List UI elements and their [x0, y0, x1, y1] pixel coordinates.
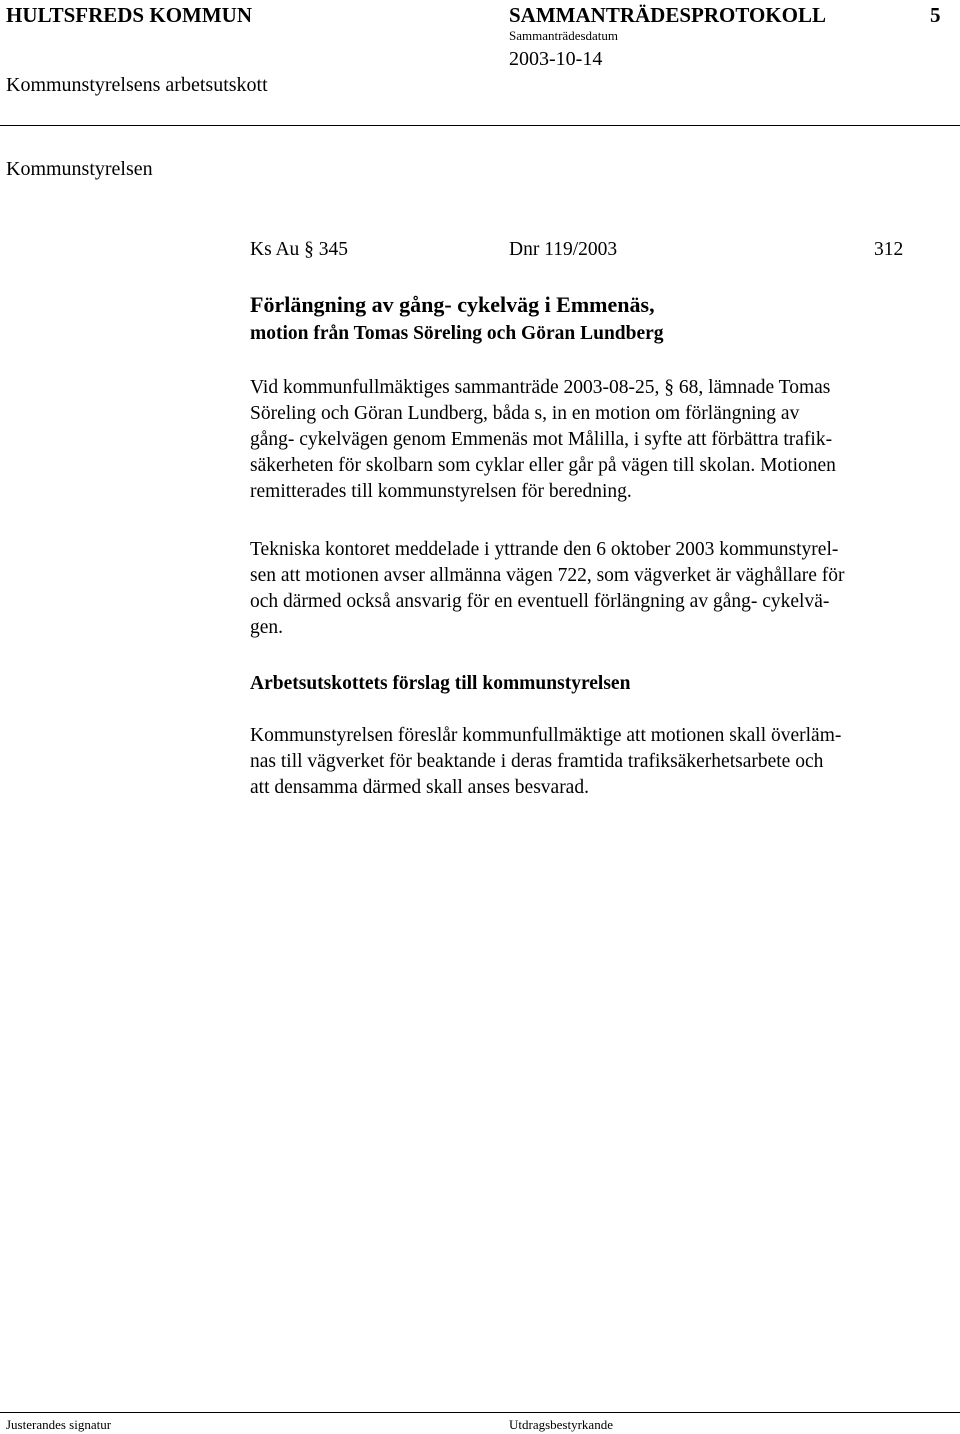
excerpt-label: Utdragsbestyrkande — [509, 1417, 613, 1432]
paragraph-line: Vid kommunfullmäktiges sammanträde 2003-08-25, § 68, lämnade Tomas — [250, 377, 831, 398]
paragraph-proposal — [250, 723, 922, 801]
paragraph-line: nas till vägverket för beaktande i deras framtida trafiksäkerhetsarbete och — [250, 751, 824, 772]
item-number: 312 — [874, 239, 904, 260]
paragraph-line: och därmed också ansvarig för en eventuell förlängning av gång- cykelvä- — [250, 591, 830, 612]
paragraph-background — [250, 375, 922, 505]
municipality-name: HULTSFREDS KOMMUN — [6, 3, 253, 27]
section-reference: Ks Au § 345 — [250, 239, 349, 260]
body-org: Kommunstyrelsen — [6, 158, 153, 180]
dnr-reference: Dnr 119/2003 — [509, 239, 618, 260]
paragraph-line: Kommunstyrelsen föreslår kommunfullmäktige att motionen skall överläm- — [250, 725, 842, 746]
committee-name: Kommunstyrelsens arbetsutskott — [6, 74, 268, 96]
signature-label: Justerandes signatur — [6, 1417, 112, 1432]
paragraph-line: Tekniska kontoret meddelade i yttrande den 6 oktober 2003 kommunstyrel- — [250, 539, 839, 560]
paragraph-line: att densamma därmed skall anses besvarad. — [250, 777, 589, 798]
paragraph-statement — [250, 537, 922, 641]
header-divider — [0, 125, 960, 126]
footer-divider — [0, 1412, 960, 1413]
proposal-heading: Arbetsutskottets förslag till kommunstyrelsen — [250, 673, 631, 694]
protocol-title: SAMMANTRÄDESPROTOKOLL — [509, 3, 826, 27]
paragraph-line: remitterades till kommunstyrelsen för beredning. — [250, 481, 632, 502]
meeting-date: 2003-10-14 — [509, 48, 603, 70]
page-number: 5 — [930, 3, 941, 27]
paragraph-line: sen att motionen avser allmänna vägen 722, som vägverket är väghållare för — [250, 565, 845, 586]
item-subtitle: motion från Tomas Söreling och Göran Lundberg — [250, 323, 664, 344]
paragraph-line: gång- cykelvägen genom Emmenäs mot Målilla, i syfte att förbättra trafik- — [250, 429, 833, 450]
item-title: Förlängning av gång- cykelväg i Emmenäs, — [250, 292, 655, 317]
paragraph-line: säkerheten för skolbarn som cyklar eller går på vägen till skolan. Motionen — [250, 455, 836, 476]
paragraph-line: gen. — [250, 617, 284, 638]
paragraph-line: Söreling och Göran Lundberg, båda s, in en motion om förlängning av — [250, 403, 800, 424]
date-label: Sammanträdesdatum — [509, 28, 619, 43]
